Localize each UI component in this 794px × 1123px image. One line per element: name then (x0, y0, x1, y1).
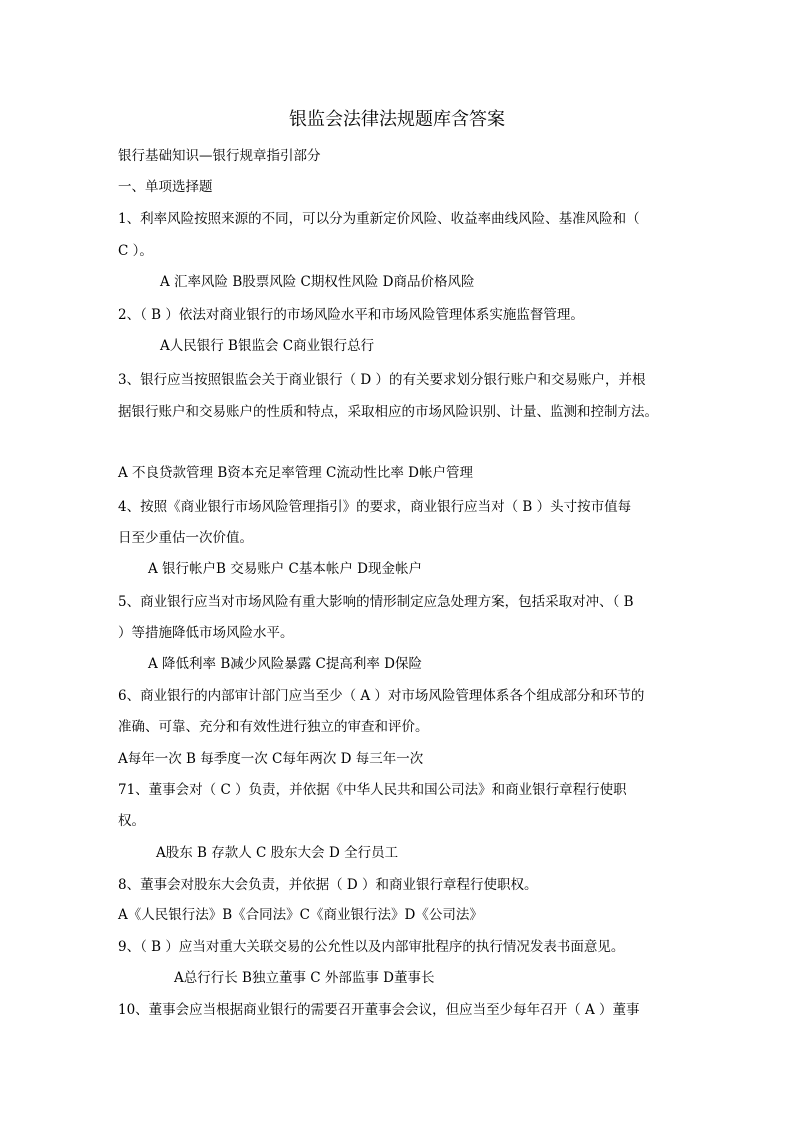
question-6-line-2: 准确、可靠、充分和有效性进行独立的审查和评价。 (118, 719, 429, 735)
question-1-line-2: C ）。 (118, 243, 153, 259)
question-4-line-1: 4、按照《商业银行市场风险管理指引》的要求，商业银行应当对（ B ）头寸按市值每 (118, 499, 632, 515)
question-7-options: A股东 B 存款人 C 股东大会 D 全行员工 (156, 845, 399, 861)
question-7-line-1: 71、董事会对（ C ）负责，并依据《中华人民共和国公司法》和商业银行章程行使职 (118, 782, 627, 798)
question-8-line-1: 8、董事会对股东大会负责，并依据（ D ）和商业银行章程行使职权。 (118, 877, 538, 893)
question-9-options: A总行行长 B独立董事 C 外部监事 D董事长 (174, 970, 435, 986)
question-3-options: A 不良贷款管理 B资本充足率管理 C流动性比率 D帐户管理 (118, 465, 473, 481)
question-3-line-2: 据银行账户和交易账户的性质和特点，采取相应的市场风险识别、计量、监测和控制方法。 (118, 404, 658, 420)
question-3-line-1: 3、银行应当按照银监会关于商业银行（ D ）的有关要求划分银行账户和交易账户，并根 (118, 372, 646, 388)
question-7-line-2: 权。 (118, 813, 145, 829)
question-8-options: A《人民银行法》B《合同法》C《商业银行法》D《公司法》 (118, 907, 483, 923)
document-title: 银监会法律法规题库含答案 (289, 109, 505, 130)
question-2-line-1: 2、（ B ）依法对商业银行的市场风险水平和市场风险管理体系实施监督管理。 (118, 307, 584, 323)
question-5-line-2: ）等措施降低市场风险水平。 (118, 625, 294, 641)
question-2-options: A人民银行 B银监会 C商业银行总行 (160, 338, 375, 354)
question-6-line-1: 6、商业银行的内部审计部门应当至少（ A ）对市场风险管理体系各个组成部分和环节的 (118, 688, 645, 704)
question-5-line-1: 5、商业银行应当对市场风险有重大影响的情形制定应急处理方案，包括采取对冲、（ B (118, 594, 634, 610)
question-10-line-1: 10、董事会应当根据商业银行的需要召开董事会会议，但应当至少每年召开（ A ）董事 (118, 1002, 640, 1018)
question-1-options: A 汇率风险 B股票风险 C期权性风险 D商品价格风险 (160, 274, 475, 290)
question-5-options: A 降低利率 B减少风险暴露 C提高利率 D保险 (148, 656, 422, 672)
question-1-line-1: 1、利率风险按照来源的不同，可以分为重新定价风险、收益率曲线风险、基准风险和（ (118, 211, 640, 227)
question-4-options: A 银行帐户B 交易账户 C基本帐户 D现金帐户 (148, 561, 422, 577)
question-6-options: A每年一次 B 每季度一次 C每年两次 D 每三年一次 (118, 751, 424, 767)
section-heading: 一、单项选择题 (118, 179, 213, 195)
subtitle: 银行基础知识—银行规章指引部分 (118, 148, 321, 164)
question-9-line-1: 9、（ B ）应当对重大关联交易的公允性以及内部审批程序的执行情况发表书面意见。 (118, 939, 625, 955)
question-4-line-2: 日至少重估一次价值。 (118, 530, 253, 546)
